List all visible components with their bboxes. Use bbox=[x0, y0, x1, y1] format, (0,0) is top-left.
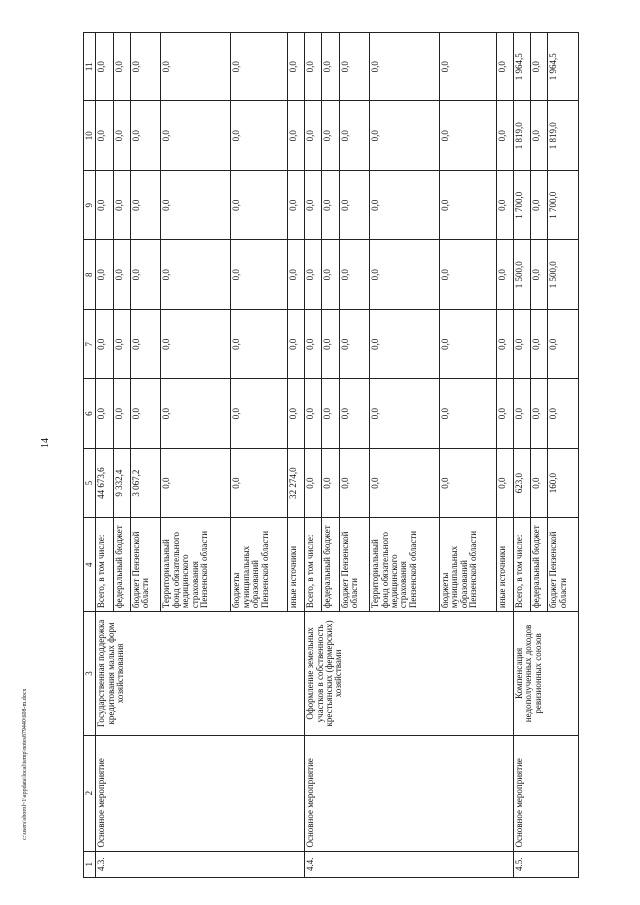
header-cell: 8 bbox=[84, 240, 96, 309]
header-cell: 2 bbox=[84, 735, 96, 851]
value-cell: 0,0 bbox=[531, 379, 548, 448]
value-cell: 0,0 bbox=[96, 240, 113, 309]
value-cell: 0,0 bbox=[339, 170, 369, 239]
value-cell: 0,0 bbox=[287, 309, 304, 378]
value-cell: 0,0 bbox=[439, 448, 496, 517]
value-cell: 0,0 bbox=[339, 33, 369, 101]
value-cell: 0,0 bbox=[548, 379, 579, 448]
value-cell: 0,0 bbox=[531, 101, 548, 170]
value-cell: 1 964,5 bbox=[513, 33, 530, 101]
value-cell: 0,0 bbox=[287, 240, 304, 309]
value-cell: 44 673,6 bbox=[96, 448, 113, 517]
value-cell: 0,0 bbox=[287, 101, 304, 170]
value-cell: 0,0 bbox=[513, 379, 530, 448]
value-cell: 0,0 bbox=[113, 170, 130, 239]
value-cell: 0,0 bbox=[231, 33, 288, 101]
value-cell: 160,0 bbox=[548, 448, 579, 517]
value-cell: 0,0 bbox=[161, 309, 231, 378]
value-cell: 0,0 bbox=[370, 33, 440, 101]
value-cell: 0,0 bbox=[496, 379, 513, 448]
value-cell: 0,0 bbox=[339, 309, 369, 378]
row-number: 4.5. bbox=[513, 851, 578, 877]
value-cell: 0,0 bbox=[339, 448, 369, 517]
page-number: 14 bbox=[40, 438, 51, 448]
source-label: бюджеты муниципальных образований Пензенской области bbox=[231, 518, 288, 612]
value-cell: 9 332,4 bbox=[113, 448, 130, 517]
value-cell: 0,0 bbox=[305, 170, 322, 239]
source-label: бюджет Пензенской области bbox=[339, 518, 369, 612]
value-cell: 0,0 bbox=[548, 309, 579, 378]
value-cell: 0,0 bbox=[113, 101, 130, 170]
value-cell: 0,0 bbox=[439, 170, 496, 239]
value-cell: 0,0 bbox=[370, 170, 440, 239]
value-cell: 0,0 bbox=[113, 309, 130, 378]
value-cell: 1 500,0 bbox=[548, 240, 579, 309]
value-cell: 1 819,0 bbox=[513, 101, 530, 170]
header-cell: 6 bbox=[84, 379, 96, 448]
source-label: Всего, в том числе: bbox=[305, 518, 322, 612]
value-cell: 1 700,0 bbox=[513, 170, 530, 239]
value-cell: 0,0 bbox=[496, 448, 513, 517]
source-label: Территориальный фонд обязательного медицинского страхования Пензенской области bbox=[370, 518, 440, 612]
value-cell: 0,0 bbox=[96, 170, 113, 239]
row-name: Оформление земельных участков в собственность крестьянских (фермерских) хозяйствами bbox=[305, 612, 514, 736]
value-cell: 0,0 bbox=[496, 240, 513, 309]
source-label: федеральный бюджет bbox=[531, 518, 548, 612]
value-cell: 0,0 bbox=[113, 33, 130, 101]
value-cell: 0,0 bbox=[305, 379, 322, 448]
value-cell: 0,0 bbox=[322, 309, 339, 378]
value-cell: 0,0 bbox=[131, 379, 161, 448]
row-type: Основное мероприятие bbox=[96, 735, 305, 851]
row-number: 4.4. bbox=[305, 851, 514, 877]
value-cell: 0,0 bbox=[531, 309, 548, 378]
value-cell: 0,0 bbox=[231, 240, 288, 309]
value-cell: 0,0 bbox=[439, 101, 496, 170]
value-cell: 0,0 bbox=[231, 101, 288, 170]
header-cell: 11 bbox=[84, 33, 96, 101]
value-cell: 0,0 bbox=[131, 170, 161, 239]
value-cell: 0,0 bbox=[161, 170, 231, 239]
table-row bbox=[305, 33, 322, 878]
value-cell: 0,0 bbox=[322, 101, 339, 170]
value-cell: 0,0 bbox=[339, 379, 369, 448]
header-cell: 4 bbox=[84, 518, 96, 612]
value-cell: 0,0 bbox=[305, 448, 322, 517]
value-cell: 0,0 bbox=[161, 379, 231, 448]
source-label: Всего, в том числе: bbox=[513, 518, 530, 612]
value-cell: 0,0 bbox=[322, 170, 339, 239]
value-cell: 1 964,5 bbox=[548, 33, 579, 101]
header-cell: 1 bbox=[84, 851, 96, 877]
header-cell: 9 bbox=[84, 170, 96, 239]
value-cell: 0,0 bbox=[131, 309, 161, 378]
value-cell: 0,0 bbox=[287, 379, 304, 448]
source-label: Всего, в том числе: bbox=[96, 518, 113, 612]
row-type: Основное мероприятие bbox=[513, 735, 578, 851]
value-cell: 0,0 bbox=[531, 33, 548, 101]
value-cell: 0,0 bbox=[231, 379, 288, 448]
value-cell: 0,0 bbox=[370, 448, 440, 517]
value-cell: 0,0 bbox=[513, 309, 530, 378]
source-label: иные источники bbox=[287, 518, 304, 612]
value-cell: 0,0 bbox=[231, 448, 288, 517]
value-cell: 0,0 bbox=[287, 170, 304, 239]
value-cell: 0,0 bbox=[96, 33, 113, 101]
value-cell: 0,0 bbox=[131, 33, 161, 101]
value-cell: 0,0 bbox=[496, 170, 513, 239]
value-cell: 0,0 bbox=[439, 309, 496, 378]
footer-file-path: c:\users\sborol~1\appdata\local\temp\notes879440\608-m.docx bbox=[22, 688, 28, 840]
value-cell: 0,0 bbox=[322, 448, 339, 517]
header-cell: 7 bbox=[84, 309, 96, 378]
source-label: иные источники bbox=[496, 518, 513, 612]
value-cell: 1 819,0 bbox=[548, 101, 579, 170]
value-cell: 0,0 bbox=[96, 379, 113, 448]
row-number: 4.3. bbox=[96, 851, 305, 877]
table-row bbox=[513, 33, 530, 878]
value-cell: 0,0 bbox=[322, 33, 339, 101]
source-label: федеральный бюджет bbox=[322, 518, 339, 612]
value-cell: 0,0 bbox=[496, 309, 513, 378]
value-cell: 0,0 bbox=[113, 379, 130, 448]
header-cell: 10 bbox=[84, 101, 96, 170]
value-cell: 0,0 bbox=[339, 101, 369, 170]
source-label: бюджет Пензенской области bbox=[131, 518, 161, 612]
value-cell: 0,0 bbox=[113, 240, 130, 309]
header-row bbox=[84, 33, 96, 878]
value-cell: 623,0 bbox=[513, 448, 530, 517]
table-row bbox=[96, 33, 113, 878]
value-cell: 32 274,0 bbox=[287, 448, 304, 517]
value-cell: 0,0 bbox=[305, 240, 322, 309]
source-label: Территориальный фонд обязательного медицинского страхования Пензенской области bbox=[161, 518, 231, 612]
value-cell: 0,0 bbox=[439, 379, 496, 448]
value-cell: 1 700,0 bbox=[548, 170, 579, 239]
value-cell: 0,0 bbox=[339, 240, 369, 309]
value-cell: 0,0 bbox=[131, 101, 161, 170]
value-cell: 0,0 bbox=[231, 309, 288, 378]
value-cell: 0,0 bbox=[370, 379, 440, 448]
value-cell: 0,0 bbox=[322, 379, 339, 448]
value-cell: 0,0 bbox=[531, 240, 548, 309]
value-cell: 1 500,0 bbox=[513, 240, 530, 309]
header-cell: 5 bbox=[84, 448, 96, 517]
value-cell: 0,0 bbox=[496, 33, 513, 101]
source-label: федеральный бюджет bbox=[113, 518, 130, 612]
value-cell: 0,0 bbox=[531, 170, 548, 239]
value-cell: 0,0 bbox=[287, 33, 304, 101]
value-cell: 0,0 bbox=[370, 101, 440, 170]
value-cell: 0,0 bbox=[531, 448, 548, 517]
value-cell: 0,0 bbox=[496, 101, 513, 170]
row-type: Основное мероприятие bbox=[305, 735, 514, 851]
value-cell: 0,0 bbox=[322, 240, 339, 309]
value-cell: 0,0 bbox=[231, 170, 288, 239]
value-cell: 0,0 bbox=[161, 33, 231, 101]
value-cell: 3 067,2 bbox=[131, 448, 161, 517]
value-cell: 0,0 bbox=[131, 240, 161, 309]
value-cell: 0,0 bbox=[439, 33, 496, 101]
value-cell: 0,0 bbox=[96, 101, 113, 170]
value-cell: 0,0 bbox=[370, 240, 440, 309]
header-cell: 3 bbox=[84, 612, 96, 736]
row-name: Компенсация недополученных доходов ревизионных союзов bbox=[513, 612, 578, 736]
source-label: бюджет Пензенской области bbox=[548, 518, 579, 612]
value-cell: 0,0 bbox=[305, 309, 322, 378]
value-cell: 0,0 bbox=[305, 33, 322, 101]
value-cell: 0,0 bbox=[161, 240, 231, 309]
value-cell: 0,0 bbox=[161, 101, 231, 170]
source-label: бюджеты муниципальных образований Пензенской области bbox=[439, 518, 496, 612]
row-name: Государственная поддержка кредитования малых форм хозяйствования bbox=[96, 612, 305, 736]
budget-table bbox=[83, 32, 579, 878]
value-cell: 0,0 bbox=[305, 101, 322, 170]
value-cell: 0,0 bbox=[161, 448, 231, 517]
value-cell: 0,0 bbox=[96, 309, 113, 378]
value-cell: 0,0 bbox=[439, 240, 496, 309]
value-cell: 0,0 bbox=[370, 309, 440, 378]
